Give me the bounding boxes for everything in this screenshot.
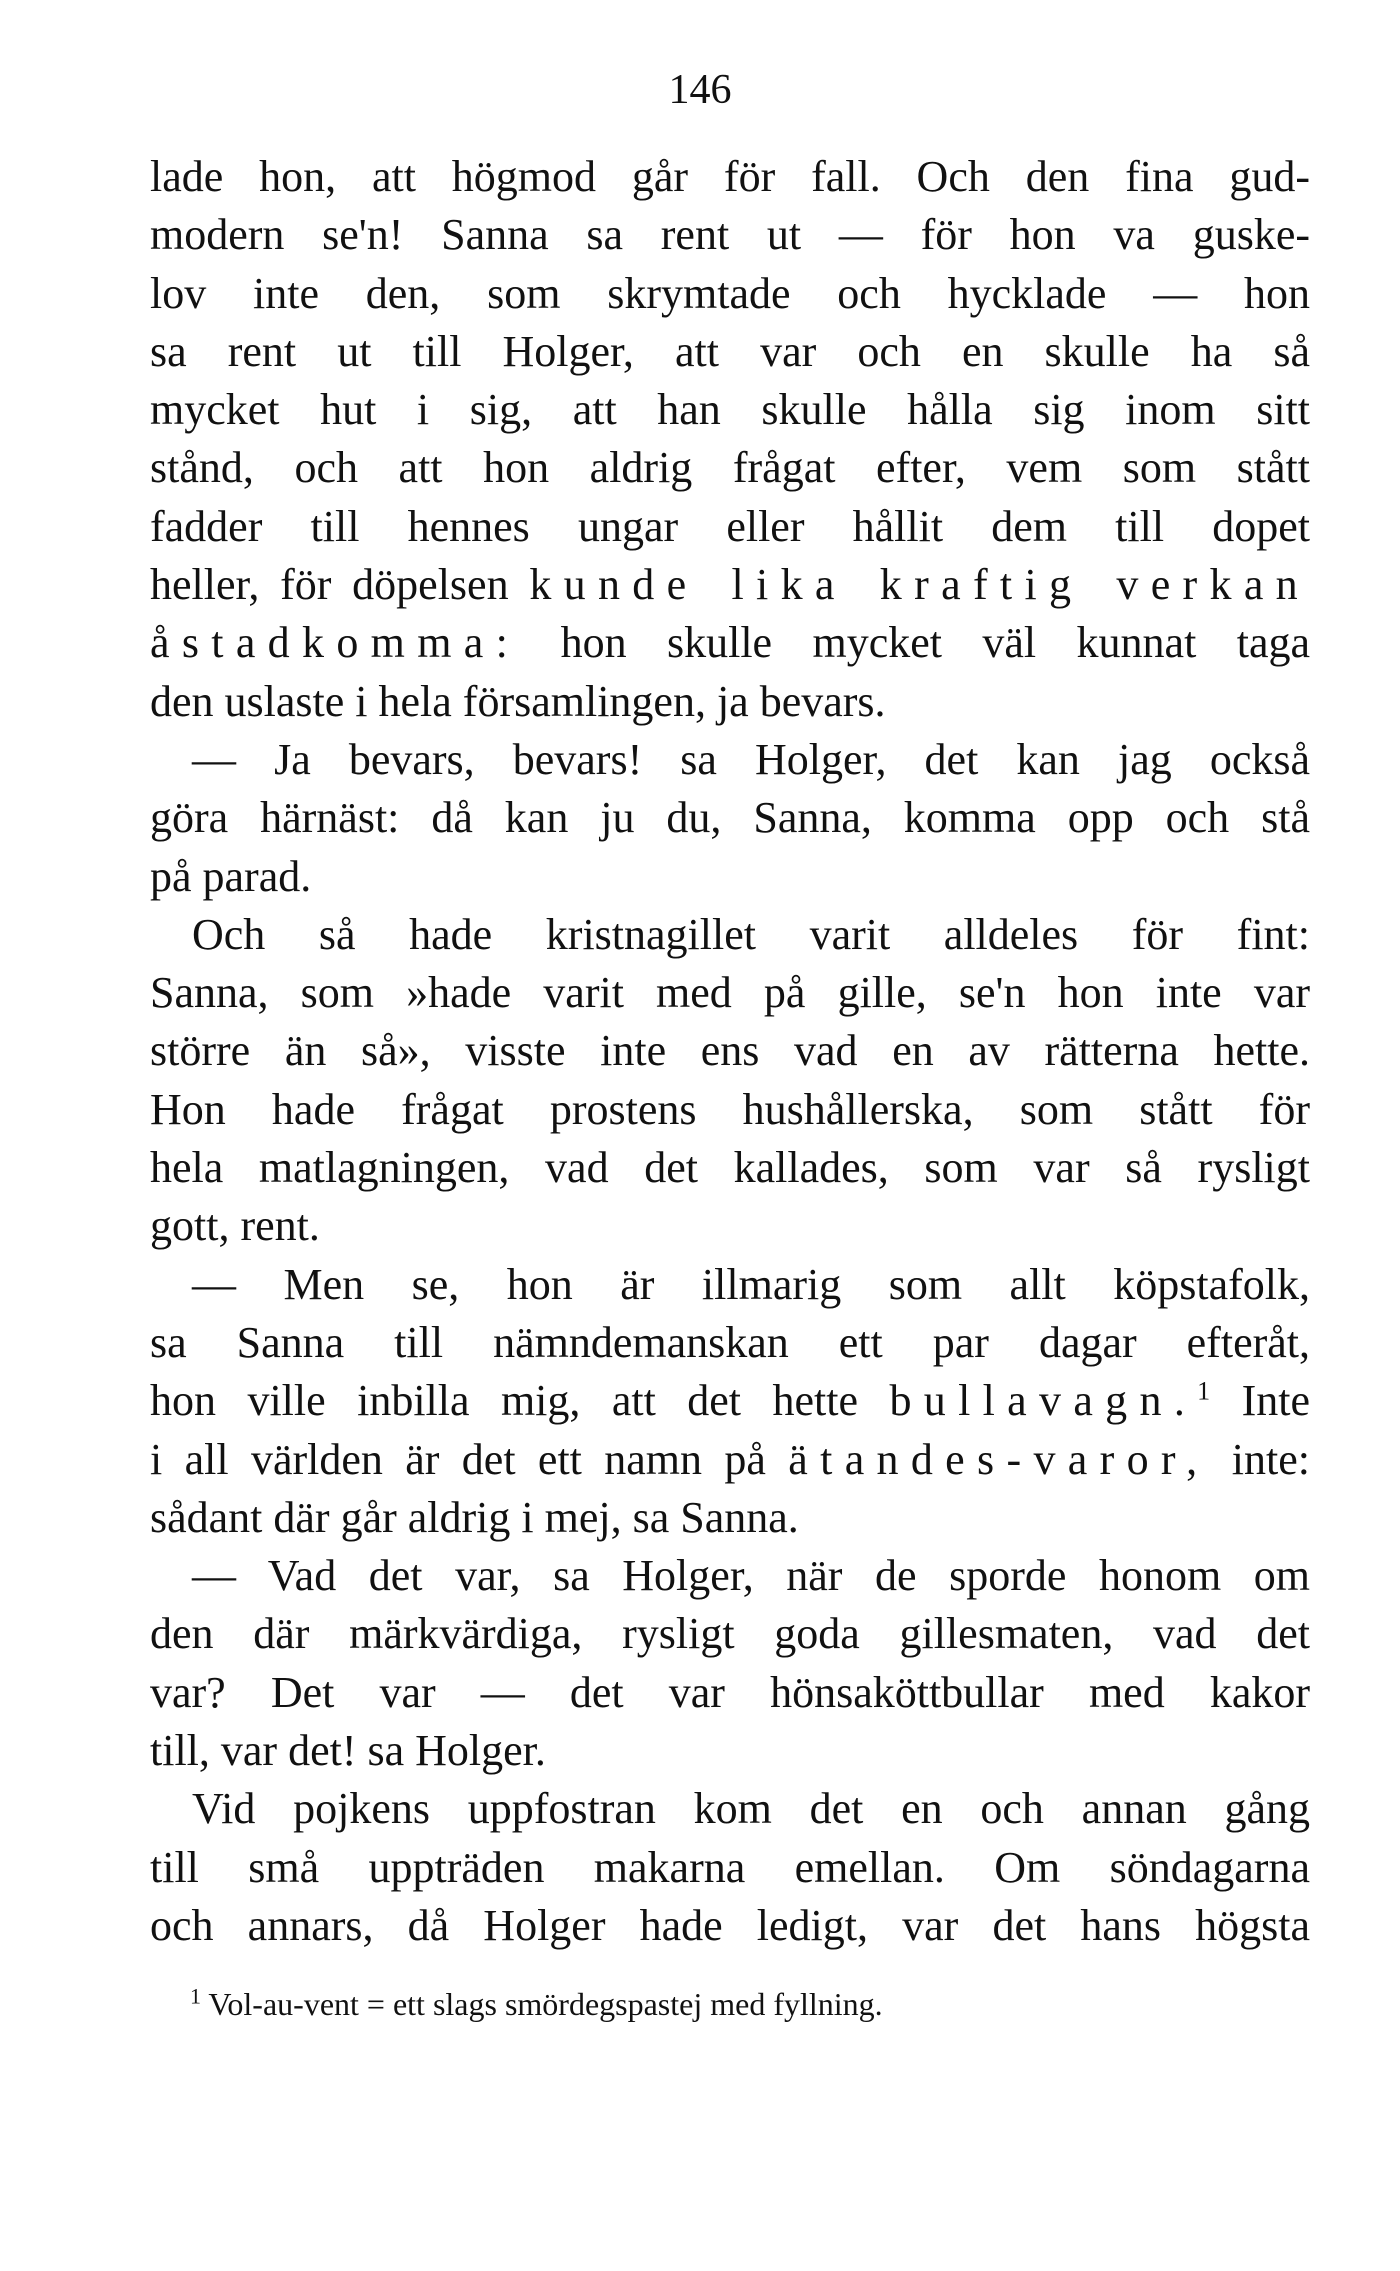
spaced-emphasis: åstadkomma: xyxy=(150,618,521,668)
text-span: heller, för döpelsen xyxy=(150,560,509,610)
text-line: och annars, då Holger hade ledigt, var det hans högsta xyxy=(150,1900,1310,1950)
text-line: hela matlagningen, vad det kallades, som var så rysligt xyxy=(150,1143,1310,1193)
footnote xyxy=(190,1982,1290,2026)
text-line: Sanna, som »hade varit med på gille, se'n hon inte var xyxy=(150,968,1310,1018)
text-line: till små uppträden makarna emellan. Om söndagarna xyxy=(150,1842,1310,1892)
text-span: hon skulle mycket väl kunnat taga xyxy=(560,618,1311,668)
text-line: sa Sanna till nämndemanskan ett par dagar efteråt, xyxy=(150,1317,1310,1367)
text-span: hon ville inbilla mig, att det hette xyxy=(150,1376,858,1426)
text-line: större än så», visste inte ens vad en av rätterna hette. xyxy=(150,1026,1310,1076)
spaced-emphasis: ätandes-varor, xyxy=(788,1434,1210,1484)
text-line: den uslaste i hela församlingen, ja bevars. xyxy=(150,676,886,726)
text-line: fadder till hennes ungar eller hållit dem till dopet xyxy=(150,501,1310,551)
text-line: till, var det! sa Holger. xyxy=(150,1726,546,1776)
text-line xyxy=(150,1372,1310,1430)
text-line: göra härnäst: då kan ju du, Sanna, komma opp och stå xyxy=(150,793,1310,843)
text-line: gott, rent. xyxy=(150,1201,320,1251)
text-line: sa rent ut till Holger, att var och en skulle ha så xyxy=(150,326,1310,376)
text-line: — Ja bevars, bevars! sa Holger, det kan jag också xyxy=(192,734,1310,784)
text-line: sådant där går aldrig i mej, sa Sanna. xyxy=(150,1492,799,1542)
footnote-mark: 1 xyxy=(190,1983,201,2009)
spaced-emphasis: kunde lika kraftig verkan xyxy=(529,560,1311,610)
text-line: Hon hade frågat prostens hushållerska, som stått för xyxy=(150,1084,1310,1134)
spaced-emphasis: bullavagn. xyxy=(889,1376,1198,1426)
text-span: i all världen är det ett namn på xyxy=(150,1434,766,1484)
text-line: — Men se, hon är illmarig som allt köpstafolk, xyxy=(192,1259,1310,1309)
text-span: inte: xyxy=(1209,1434,1311,1484)
text-line: modern se'n! Sanna sa rent ut — för hon va guske- xyxy=(150,210,1310,260)
footnote-reference: 1 xyxy=(1197,1376,1211,1406)
page-number: 146 xyxy=(668,67,732,113)
body-text xyxy=(150,148,1310,1955)
text-line xyxy=(150,556,1310,614)
text-line: på parad. xyxy=(150,851,312,901)
text-line: Vid pojkens uppfostran kom det en och annan gång xyxy=(192,1784,1310,1834)
text-line: lade hon, att högmod går för fall. Och den fina gud- xyxy=(150,152,1310,201)
footnote-text: Vol-au-vent = ett slags smördegspastej med fyllning. xyxy=(208,1986,883,2022)
text-line: lov inte den, som skrymtade och hycklade — hon xyxy=(150,268,1310,318)
text-line: den där märkvärdiga, rysligt goda gillesmaten, vad det xyxy=(150,1609,1310,1659)
text-line: — Vad det var, sa Holger, när de sporde honom om xyxy=(192,1551,1310,1601)
text-line xyxy=(150,614,1310,672)
text-line: stånd, och att hon aldrig frågat efter, vem som stått xyxy=(150,443,1310,493)
text-line: mycket hut i sig, att han skulle hålla sig inom sitt xyxy=(150,385,1310,435)
text-line: Och så hade kristnagillet varit alldeles för fint: xyxy=(192,909,1310,959)
text-span: Inte xyxy=(1210,1376,1311,1426)
text-line: var? Det var — det var hönsaköttbullar med kakor xyxy=(150,1667,1310,1717)
text-line xyxy=(150,1431,1310,1489)
